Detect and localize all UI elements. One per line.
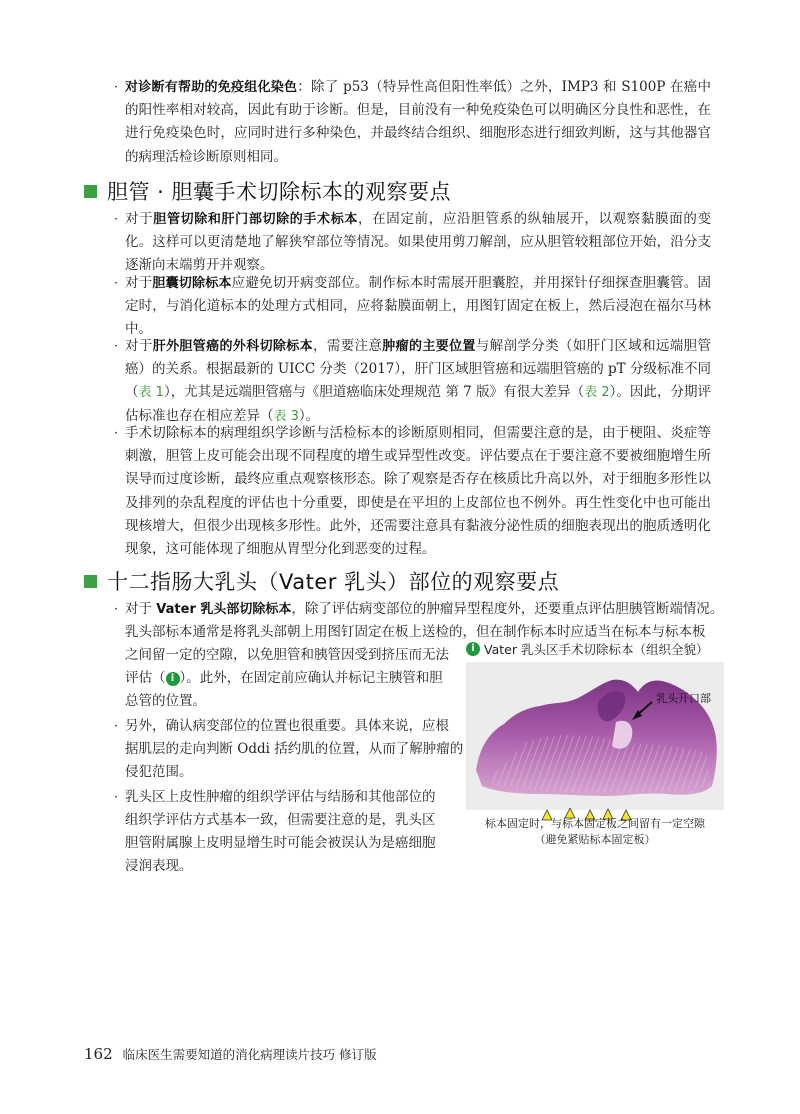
text: ），尤其是远端胆管癌与《胆道癌临床处理规范 第 7 版》有很大差异（ [163, 384, 585, 401]
bile-duct-resection-paragraph [125, 208, 711, 278]
text: 对于 [125, 338, 153, 354]
vater-figure [466, 638, 728, 848]
vater-specimen-line5: 总管的位置。 [125, 693, 206, 709]
bullet-marker: · [113, 276, 119, 291]
text: ）。因此，分期评估标准也存在相应差异（ [125, 384, 711, 424]
lesion-position-line3: 侵犯范围。 [125, 764, 193, 780]
figure-title [466, 638, 708, 660]
text: ，在固定前，应沿胆管系的纵轴展开，以观察黏膜面的变化。这样可以更清楚地了解狭窄部位等情况。如果使用剪刀解剖，应从胆管较粗部位开始，沿分支逐渐向末端剪开并观察。 [125, 211, 712, 274]
table-2-link[interactable]: 表 2 [584, 385, 610, 401]
papilla-tumor-line1: 乳头区上皮性肿瘤的组织学评估与结肠和其他部位的 [125, 789, 436, 805]
vater-specimen-line2: 乳头部标本通常是将乳头部朝上用图钉固定在板上送检的，但在制作标本时应适当在标本与标本板 [125, 624, 706, 640]
bullet-marker: · [113, 339, 119, 354]
text: ，需要注意 [313, 338, 383, 354]
section-heading-vater [84, 566, 559, 596]
section-square-icon [84, 575, 97, 588]
histology-slide-illustration [466, 662, 724, 810]
table-1-link[interactable]: 表 1 [138, 385, 164, 401]
text: 评估（ [125, 670, 166, 686]
page-number: 162 [84, 1045, 113, 1063]
bold-term: Vater 乳头部切除标本 [156, 602, 292, 617]
extrahepatic-cancer-paragraph [125, 335, 711, 428]
papilla-tumor-line4: 浸润表现。 [125, 858, 193, 874]
figure-title-text: Vater 乳头区手术切除标本（组织全貌） [484, 642, 709, 657]
papilla-tumor-line2: 组织学评估方式基本一致，但需要注意的是，乳头区 [125, 812, 436, 828]
lesion-position-line2: 据肌层的走向判断 Oddi 括约肌的位置，从而了解肿瘤的 [125, 741, 464, 757]
immunostain-heading: 对诊断有帮助的免疫组化染色 [125, 80, 298, 95]
section-heading-bile-duct [84, 176, 451, 206]
gallbladder-paragraph [125, 272, 711, 342]
vater-specimen-line1 [125, 598, 725, 621]
text: 与解剖学分类（如肝门区域和远端胆管癌）的关系。根据最新的 UICC 分类（2017），肝门区域胆管癌和远端胆管癌的 pT 分级标准不同（ [125, 338, 711, 401]
book-title: 临床医生需要知道的消化病理读片技巧 修订版 [122, 1047, 377, 1062]
papilla-opening-label: 乳头开口部 [656, 692, 711, 705]
bullet-marker: · [113, 719, 119, 734]
histology-image [466, 662, 724, 810]
histology-paragraph: 手术切除标本的病理组织学诊断与活检标本的诊断原则相同，但需要注意的是，由于梗阻、炎症等刺激，胆管上皮可能会出现不同程度的增生或异型性改变。评估要点在于要注意不要被细胞增生所误导而过度诊断，最终应重点观察核形态。除了观察是否存在核质比升高以外，对于细胞多形性以及排列的杂乱程度的评估也十分重要，即使是在平坦的上皮部位也不例外。再生性变化中也可能出现核增大，但很少出现核多形性。此外，还需要注意具有黏液分泌性质的细胞表现出的胞质透明化现象，这可能体现了细胞从胃型分化到恶变的过程。 [125, 425, 711, 558]
figure-caption [466, 816, 724, 848]
text: ）。 [298, 407, 320, 424]
vater-specimen-line4 [125, 667, 460, 690]
bullet-marker: · [113, 80, 119, 95]
text: 对于 [125, 211, 154, 227]
text: ）。此外，在固定前应确认并标记主胰管和胆 [179, 670, 443, 686]
figure-i-icon: i [466, 642, 480, 656]
immunostain-text: ：除了 p53（特异性高但阳性率低）之外，IMP3 和 S100P 在癌中的阳性率相对较高，因此有助于诊断。但是，目前没有一种免疫染色可以明确区分良性和恶性，在进行免疫染色时，应同时进行多种染色，并最终结合组织、细胞形态进行细致判断，这与其他器官的病理活检诊断原则相同。 [125, 79, 711, 165]
figure-i-icon[interactable]: i [166, 672, 180, 686]
section-square-icon [84, 185, 97, 198]
lesion-position-line1: 另外，确认病变部位的位置也很重要。具体来说，应根 [125, 718, 449, 734]
section-title: 胆管 · 胆囊手术切除标本的观察要点 [107, 180, 452, 204]
text: 应避免切开病变部位。制作标本时需展开胆囊腔，并用探针仔细探查胆囊管。固定时，与消化道标本的处理方式相同，应将黏膜面朝上，用图钉固定在板上，然后浸泡在福尔马林中。 [125, 275, 711, 338]
bold-term: 肿瘤的主要位置 [382, 339, 476, 354]
section-title: 十二指肠大乳头（Vater 乳头）部位的观察要点 [107, 570, 560, 594]
text: 对于 [125, 275, 153, 291]
caption-line: （避免紧贴标本固定板） [534, 833, 656, 846]
bullet-marker: · [113, 602, 119, 617]
immunostain-paragraph [125, 76, 711, 169]
table-3-link[interactable]: 表 3 [273, 408, 299, 424]
text: ，除了评估病变部位的肿瘤异型程度外，还要重点评估胆胰管断端情况。 [291, 601, 724, 617]
page-footer [84, 1045, 377, 1063]
caption-line: 标本固定时，与标本固定板之间留有一定空隙 [485, 817, 705, 830]
papilla-tumor-line3: 胆管附属腺上皮明显增生时可能会被误认为是癌细胞 [125, 835, 436, 851]
vater-specimen-line3: 之间留一定的空隙，以免胆管和胰管因受到挤压而无法 [125, 647, 449, 663]
bold-term: 胆囊切除标本 [152, 276, 232, 291]
bold-term: 肝外胆管癌的外科切除标本 [152, 339, 313, 354]
bullet-marker: · [113, 426, 119, 441]
bullet-marker: · [113, 212, 119, 227]
bullet-marker: · [113, 790, 119, 805]
text: 对于 [125, 601, 157, 617]
bold-term: 胆管切除和肝门部切除的手术标本 [153, 212, 358, 227]
